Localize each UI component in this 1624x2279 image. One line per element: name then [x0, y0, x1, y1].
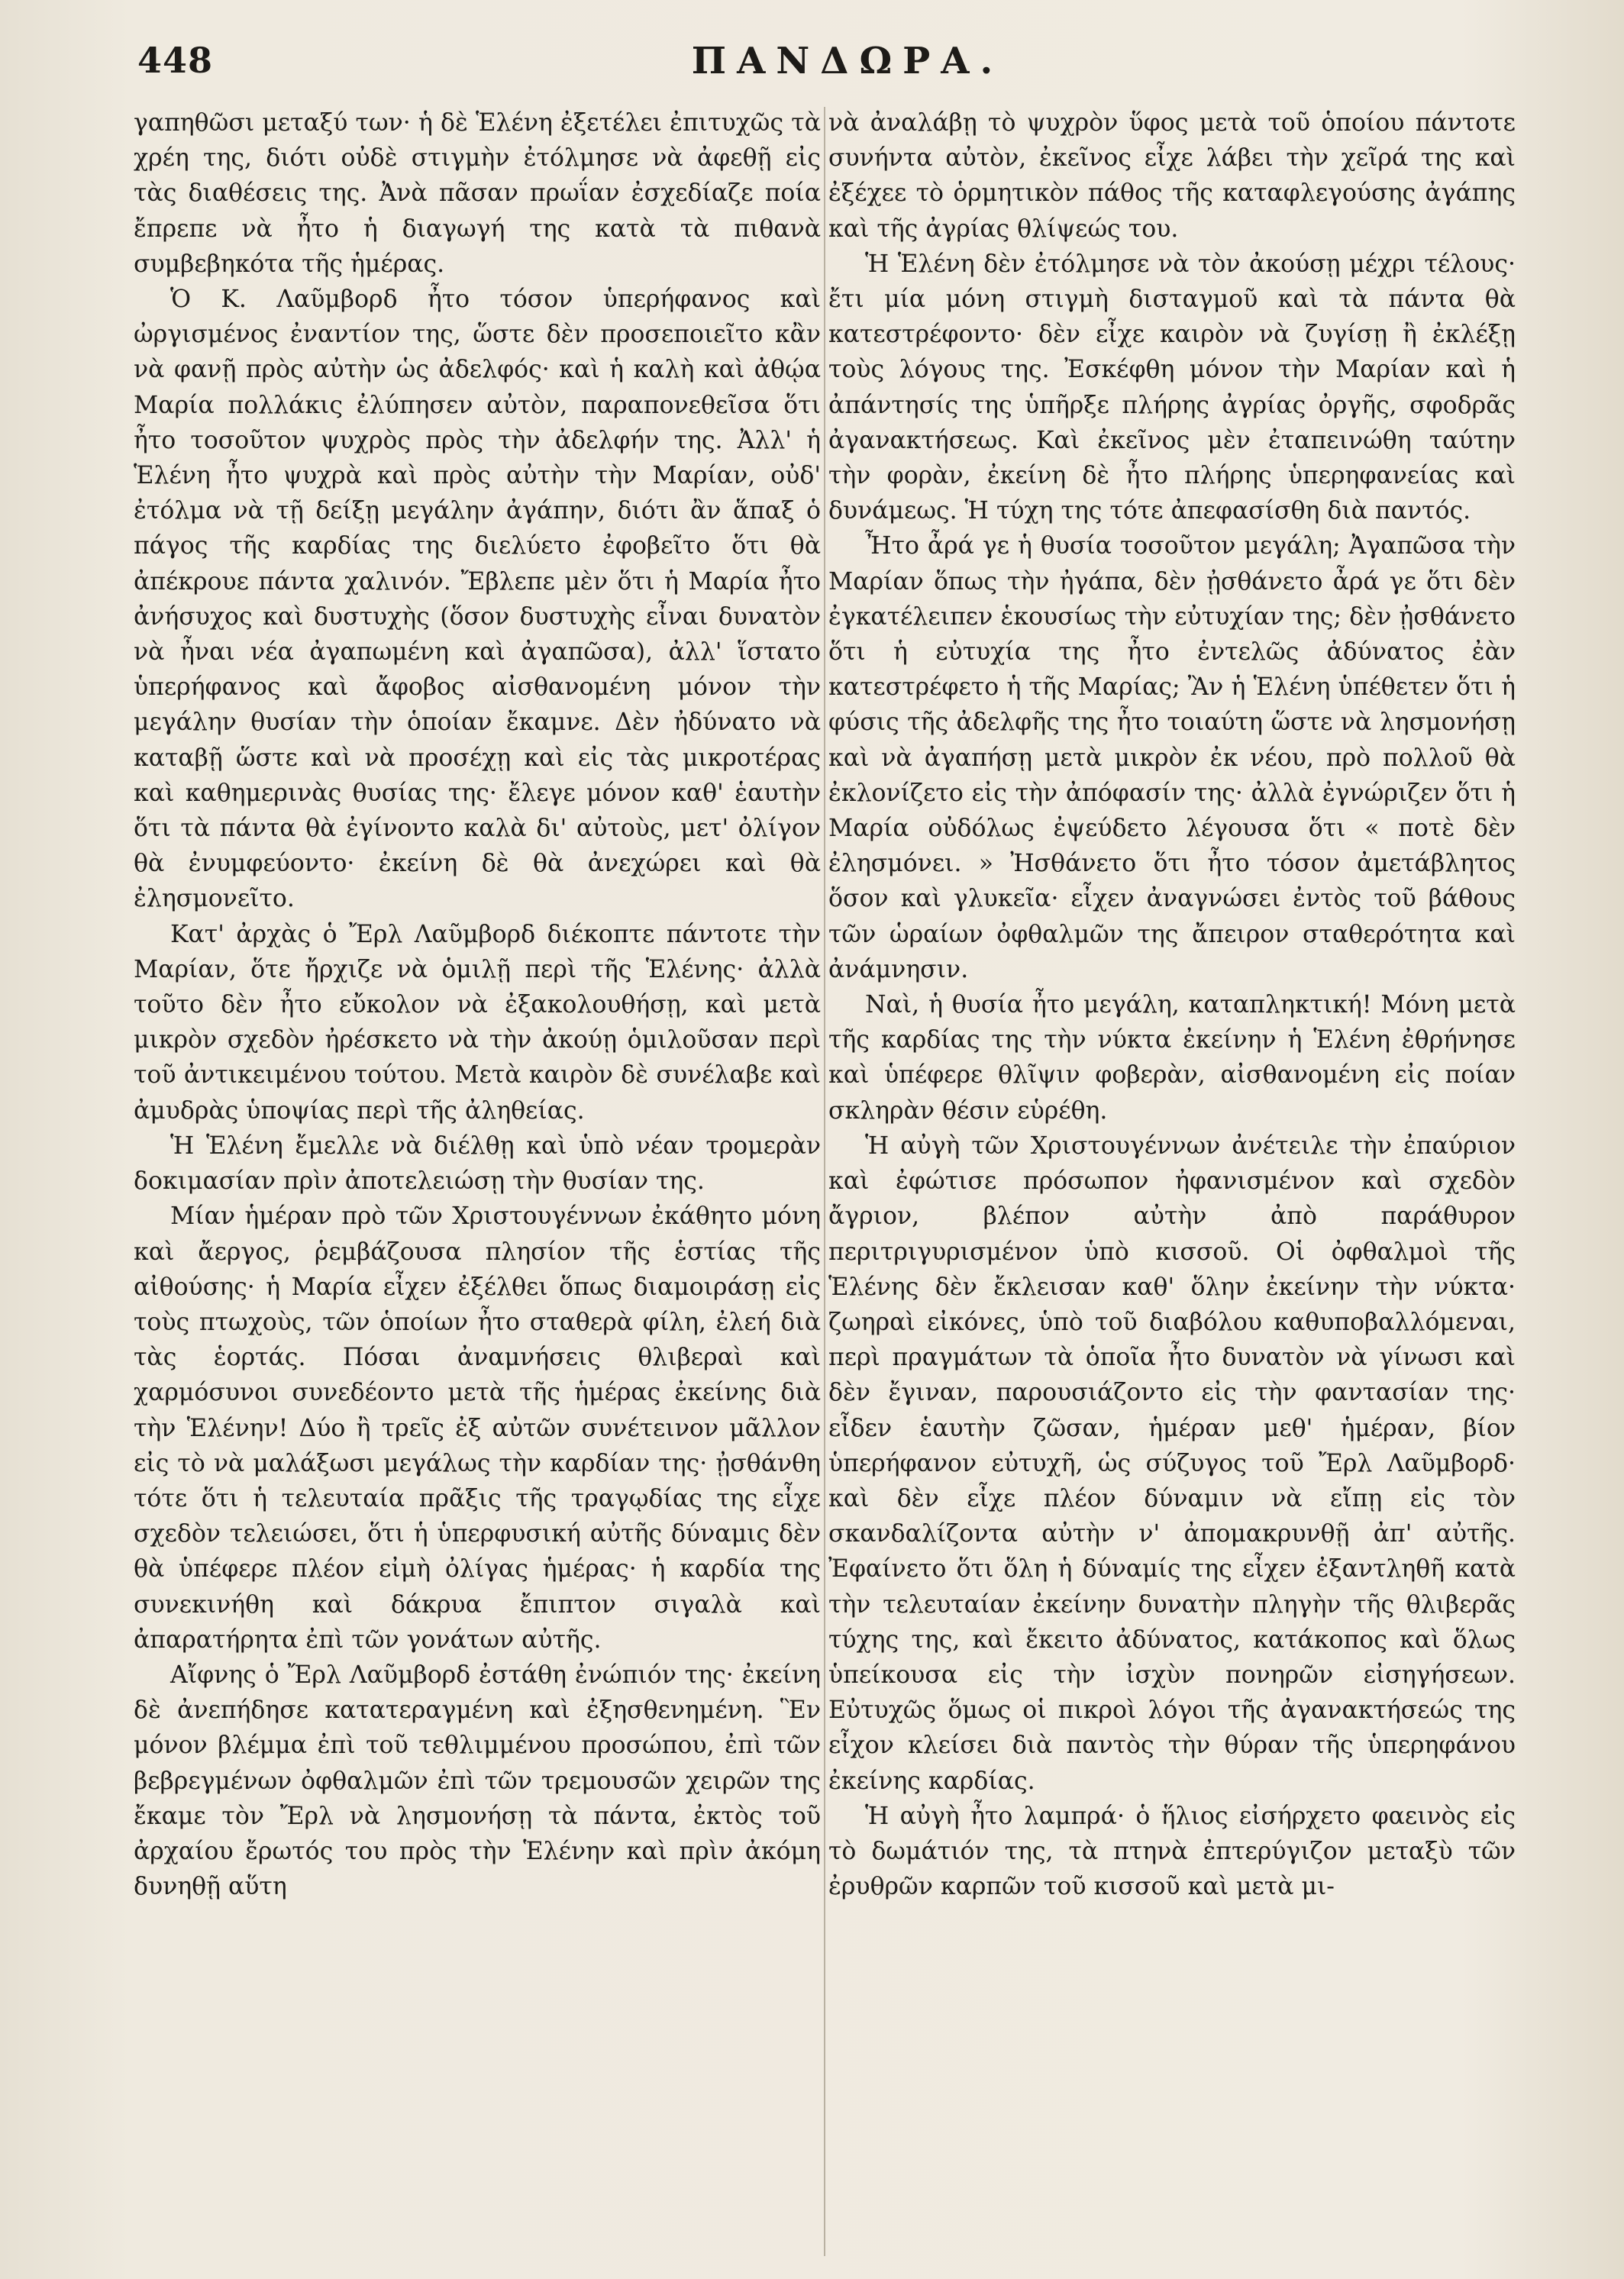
paragraph: Ἡ αὐγὴ ἦτο λαμπρά· ὁ ἥλιος εἰσήρχετο φαεινὸς εἰς τὸ δωμάτιόν της, τὰ πτηνὰ ἐπτερύγιζον μεταξὺ τῶν ἐρυθρῶν καρπῶν τοῦ κισσοῦ καὶ μετὰ μι- — [828, 1802, 1516, 1901]
page-number: 448 — [137, 40, 214, 81]
paragraph: Αἴφνης ὁ Ἔρλ Λαῦμβορδ ἐστάθη ἐνώπιόν της· ἐκείνη δὲ ἀνεπήδησε κατατεραγμένη καὶ ἐξησθενημένη. Ἓν μόνον βλέμμα ἐπὶ τοῦ τεθλιμμένου προσώπου, ἐπὶ τῶν βεβρεγμένων ὀφθαλμῶν ἐπὶ τῶν τρεμουσῶν χειρῶν της ἔκαμε τὸν Ἔρλ νὰ λησμονήσῃ τὰ πάντα, ἐκτὸς τοῦ ἀρχαίου ἔρωτός του πρὸς τὴν Ἑλένην καὶ πρὶν ἀκόμη δυνηθῇ αὕτη — [134, 1661, 821, 1901]
paragraph: Ἡ αὐγὴ τῶν Χριστουγέννων ἀνέτειλε τὴν ἐπαύριον καὶ ἐφώτισε πρόσωπον ἠφανισμένον καὶ σχεδὸν ἄγριον, βλέπον αὐτὴν ἀπὸ παράθυρον περιτριγυρισμένον ὑπὸ κισσοῦ. Οἱ ὀφθαλμοὶ τῆς Ἑλένης δὲν ἔκλεισαν καθ' ὅλην ἐκείνην τὴν νύκτα· ζωηραὶ εἰκόνες, ὑπὸ τοῦ διαβόλου καθυποβαλλόμεναι, περὶ πραγμάτων τὰ ὁποῖα ἦτο δυνατὸν νὰ γίνωσι καὶ δὲν ἔγιναν, παρουσιάζοντο εἰς τὴν φαντασίαν της· εἶδεν ἑαυτὴν ζῶσαν, ἡμέραν μεθ' ἡμέραν, βίον ὑπερήφανον εὐτυχῆ, ὡς σύζυγος τοῦ Ἔρλ Λαῦμβορδ· καὶ δὲν εἶχε πλέον δύναμιν νὰ εἴπῃ εἰς τὸν σκανδαλίζοντα αὐτὴν ν' ἀπομακρυνθῇ ἀπ' αὐτῆς. Ἐφαίνετο ὅτι ὅλη ἡ δύναμίς της εἶχεν ἐξαντληθῆ κατὰ τὴν τελευταίαν ἐκείνην δυνατὴν πληγὴν τῆς θλιβερᾶς τύχης της, καὶ ἔκειτο ἀδύνατος, κατάκοπος καὶ ὅλως ὑπείκουσα εἰς τὴν ἰσχὺν πονηρῶν εἰσηγήσεων. Εὐτυχῶς ὅμως οἱ πικροὶ λόγοι τῆς ἀγανακτήσεώς της εἶχον κλείσει διὰ παντὸς τὴν θύραν τῆς ὑπερηφάνου ἐκείνης καρδίας. — [828, 1131, 1516, 1795]
column-divider — [824, 107, 825, 2256]
left-column — [134, 105, 821, 2258]
paragraph: Μίαν ἡμέραν πρὸ τῶν Χριστουγέννων ἐκάθητο μόνη καὶ ἄεργος, ῥεμβάζουσα πλησίον τῆς ἑστίας τῆς αἰθούσης· ἡ Μαρία εἶχεν ἐξέλθει ὅπως διαμοιράσῃ εἰς τοὺς πτωχοὺς, τῶν ὁποίων ἦτο σταθερὰ φίλη, ἐλεή διὰ τὰς ἑορτάς. Πόσαι ἀναμνήσεις θλιβεραὶ καὶ χαρμόσυνοι συνεδέοντο μετὰ τῆς ἡμέρας ἐκείνης διὰ τὴν Ἑλένην! Δύο ἢ τρεῖς ἐξ αὐτῶν συνέτεινον μᾶλλον εἰς τὸ νὰ μαλάξωσι μεγάλως τὴν καρδίαν της· ᾐσθάνθη τότε ὅτι ἡ τελευταία πρᾶξις τῆς τραγῳδίας της εἶχε σχεδὸν τελειώσει, ὅτι ἡ ὑπερφυσική αὐτῆς δύναμις δὲν θὰ ὑπέφερε πλέον εἰμὴ ὀλίγας ἡμέρας· ἡ καρδία της συνεκινήθη καὶ δάκρυα ἔπιπτον σιγαλὰ καὶ ἀπαρατήρητα ἐπὶ τῶν γονάτων αὐτῆς. — [134, 1202, 821, 1654]
running-title: ΠΑΝΔΩΡΑ. — [691, 40, 1004, 82]
paragraph: Ἡ Ἑλένη ἔμελλε νὰ διέλθῃ καὶ ὑπὸ νέαν τρομερὰν δοκιμασίαν πρὶν ἀποτελειώσῃ τὴν θυσίαν της. — [134, 1131, 821, 1196]
right-column — [828, 105, 1516, 2258]
paragraph: νὰ ἀναλάβῃ τὸ ψυχρὸν ὕφος μετὰ τοῦ ὁποίου πάντοτε συνήντα αὐτὸν, ἐκεῖνος εἶχε λάβει τὴν χεῖρά της καὶ ἐξέχεε τὸ ὁρμητικὸν πάθος τῆς καταφλεγούσης ἀγάπης καὶ τῆς ἀγρίας θλίψεώς του. — [828, 109, 1516, 243]
paragraph: Ἦτο ἆρά γε ἡ θυσία τοσοῦτον μεγάλη; Ἀγαπῶσα τὴν Μαρίαν ὅπως τὴν ἠγάπα, δὲν ᾐσθάνετο ἆρά γε ὅτι δὲν ἐγκατέλειπεν ἑκουσίως τὴν εὐτυχίαν της; δὲν ᾐσθάνετο ὅτι ἡ εὐτυχία της ἦτο ἐντελῶς ἀδύνατος ἐὰν κατεστρέφετο ἡ τῆς Μαρίας; Ἂν ἡ Ἑλένη ὑπέθετεν ὅτι ἡ φύσις τῆς ἀδελφῆς της ἦτο τοιαύτη ὥστε νὰ λησμονήσῃ καὶ νὰ ἀγαπήσῃ μετὰ μικρὸν ἐκ νέου, πρὸ πολλοῦ θὰ ἐκλονίζετο εἰς τὴν ἀπόφασίν της· ἀλλὰ ἐγνώριζεν ὅτι ἡ Μαρία οὐδόλως ἐψεύδετο λέγουσα ὅτι « ποτὲ δὲν ἐλησμόνει. » Ἠσθάνετο ὅτι ἦτο τόσον ἀμετάβλητος ὅσον καὶ γλυκεῖα· εἶχεν ἀναγνώσει ἐντὸς τοῦ βάθους τῶν ὡραίων ὀφθαλμῶν της ἄπειρον σταθερότητα καὶ ἀνάμνησιν. — [828, 532, 1516, 983]
paragraph: Ναὶ, ἡ θυσία ἦτο μεγάλη, καταπληκτική! Μόνη μετὰ τῆς καρδίας της τὴν νύκτα ἐκείνην ἡ Ἑλένη ἐθρήνησε καὶ ὑπέφερε θλῖψιν φοβερὰν, αἰσθανομένη εἰς ποίαν σκληρὰν θέσιν εὑρέθη. — [828, 991, 1516, 1125]
page-header — [130, 40, 1565, 93]
paragraph: Ἡ Ἑλένη δὲν ἐτόλμησε νὰ τὸν ἀκούσῃ μέχρι τέλους· ἔτι μία μόνη στιγμὴ δισταγμοῦ καὶ τὰ πάντα θὰ κατεστρέφοντο· δὲν εἶχε καιρὸν νὰ ζυγίσῃ ἢ ἐκλέξῃ τοὺς λόγους της. Ἐσκέφθη μόνον τὴν Μαρίαν καὶ ἡ ἀπάντησίς της ὑπῆρξε πλήρης ἀγρίας ὀργῆς, σφοδρᾶς ἀγανακτήσεως. Καὶ ἐκεῖνος μὲν ἐταπεινώθη ταύτην τὴν φορὰν, ἐκείνη δὲ ἦτο πλήρης ὑπερηφανείας καὶ δυνάμεως. Ἡ τύχη της τότε ἀπεφασίσθη διὰ παντός. — [828, 250, 1516, 525]
paragraph: Ὁ Κ. Λαῦμβορδ ἦτο τόσον ὑπερήφανος καὶ ὠργισμένος ἐναντίον της, ὥστε δὲν προσεποιεῖτο κἂν νὰ φανῇ πρὸς αὐτὴν ὡς ἀδελφός· καὶ ἡ καλὴ καὶ ἀθῴα Μαρία πολλάκις ἐλύπησεν αὐτὸν, παραπονεθεῖσα ὅτι ἦτο τοσοῦτον ψυχρὸς πρὸς τὴν ἀδελφήν της. Ἀλλ' ἡ Ἑλένη ἦτο ψυχρὰ καὶ πρὸς αὐτὴν τὴν Μαρίαν, οὐδ' ἐτόλμα νὰ τῇ δείξῃ μεγάλην ἀγάπην, διότι ἂν ἅπαξ ὁ πάγος τῆς καρδίας της διελύετο ἐφοβεῖτο ὅτι θὰ ἀπέκρουε πάντα χαλινόν. Ἔβλεπε μὲν ὅτι ἡ Μαρία ἦτο ἀνήσυχος καὶ δυστυχὴς (ὅσον δυστυχὴς εἶναι δυνατὸν νὰ ἦναι νέα ἀγαπωμένη καὶ ἀγαπῶσα), ἀλλ' ἵστατο ὑπερήφανος καὶ ἄφοβος αἰσθανομένη μόνον τὴν μεγάλην θυσίαν τὴν ὁποίαν ἔκαμνε. Δὲν ἠδύνατο νὰ καταβῇ ὥστε καὶ νὰ προσέχῃ καὶ εἰς τὰς μικροτέρας καὶ καθημερινὰς θυσίας της· ἔλεγε μόνον καθ' ἑαυτὴν ὅτι τὰ πάντα θὰ ἐγίνοντο καλὰ δι' αὐτοὺς, μετ' ὀλίγον θὰ ἐνυμφεύοντο· ἐκείνη δὲ θὰ ἀνεχώρει καὶ θὰ ἐλησμονεῖτο. — [134, 286, 821, 913]
paragraph: Κατ' ἀρχὰς ὁ Ἔρλ Λαῦμβορδ διέκοπτε πάντοτε τὴν Μαρίαν, ὅτε ἤρχιζε νὰ ὁμιλῇ περὶ τῆς Ἑλένης· ἀλλὰ τοῦτο δὲν ἦτο εὔκολον νὰ ἐξακολουθήσῃ, καὶ μετὰ μικρὸν σχεδὸν ἠρέσκετο νὰ τὴν ἀκούῃ ὁμιλοῦσαν περὶ τοῦ ἀντικειμένου τούτου. Μετὰ καιρὸν δὲ συνέλαβε καὶ ἀμυδρὰς ὑποψίας περὶ τῆς ἀληθείας. — [134, 920, 821, 1125]
paragraph: γαπηθῶσι μεταξύ των· ἡ δὲ Ἑλένη ἐξετέλει ἐπιτυχῶς τὰ χρέη της, διότι οὐδὲ στιγμὴν ἐτόλμησε νὰ ἀφεθῇ εἰς τὰς διαθέσεις της. Ἀνὰ πᾶσαν πρωΐαν ἐσχεδίαζε ποία ἔπρεπε νὰ ἦτο ἡ διαγωγή της κατὰ τὰ πιθανὰ συμβεβηκότα τῆς ἡμέρας. — [134, 109, 821, 278]
